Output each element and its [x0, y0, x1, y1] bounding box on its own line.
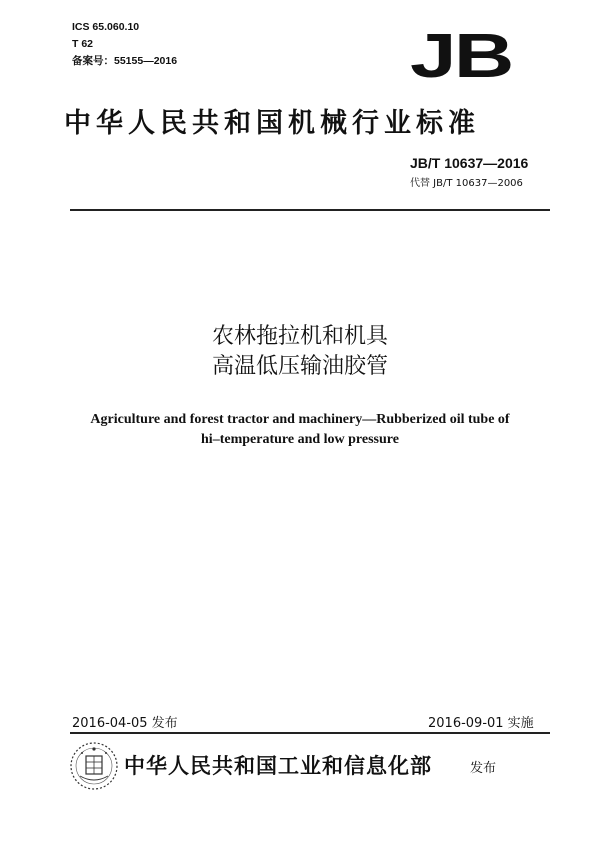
- issue-date: 2016-04-05 发布: [72, 716, 178, 731]
- implementation-date: 2016-09-01 实施: [428, 716, 534, 731]
- issue-action: 发布: [470, 761, 497, 776]
- industry-standard-title: 中华人民共和国机械行业标准: [64, 108, 480, 139]
- jb-logo: JB: [410, 22, 512, 91]
- issuing-authority: 中华人民共和国工业和信息化部: [124, 754, 432, 778]
- footer-divider: [70, 732, 550, 734]
- title-cn-line-1: 农林拖拉机和机具: [211, 324, 388, 349]
- title-en-line-2: hi–temperature and low pressure: [201, 432, 399, 447]
- standard-number: JB/T 10637—2016: [410, 155, 529, 171]
- title-en-line-1: Agriculture and forest tractor and machinery—Rubberized oil tube of: [90, 412, 510, 427]
- replaces-standard: 代替 JB/T 10637—2006: [410, 178, 523, 189]
- ccs-code: T 62: [72, 38, 94, 50]
- ministry-seal-icon: [68, 740, 120, 792]
- filing-number: 备案号：55155—2016: [72, 55, 178, 67]
- ics-code: ICS 65.060.10: [72, 21, 140, 33]
- header-divider: [70, 209, 550, 211]
- title-cn-line-2: 高温低压输油胶管: [211, 354, 388, 379]
